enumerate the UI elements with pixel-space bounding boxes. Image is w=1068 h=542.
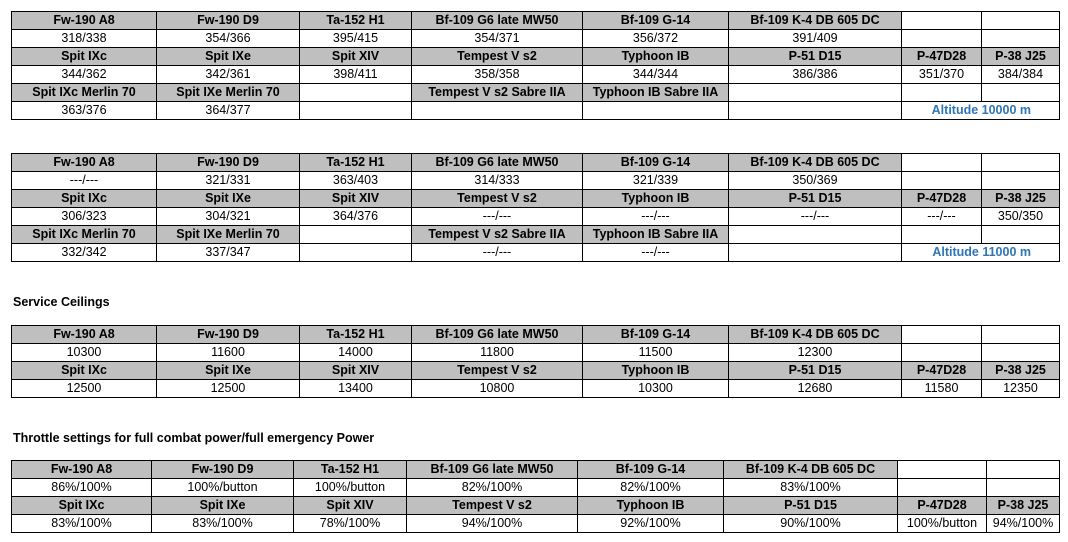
aircraft-header-row xyxy=(12,84,1060,102)
value-row xyxy=(12,102,1060,120)
value-cell: ---/--- xyxy=(412,208,583,226)
value-cell: 82%/100% xyxy=(578,479,724,497)
aircraft-name-cell: Typhoon IB Sabre IIA xyxy=(583,226,729,244)
aircraft-name-cell xyxy=(982,12,1060,30)
value-cell: 11580 xyxy=(902,380,982,398)
value-cell: 356/372 xyxy=(583,30,729,48)
aircraft-name-cell xyxy=(729,226,902,244)
aircraft-name-cell: Fw-190 D9 xyxy=(157,12,300,30)
value-cell: 306/323 xyxy=(12,208,157,226)
aircraft-name-cell: Bf-109 G-14 xyxy=(578,461,724,479)
value-cell: 395/415 xyxy=(300,30,412,48)
aircraft-name-cell: Fw-190 A8 xyxy=(12,154,157,172)
aircraft-name-cell: Fw-190 A8 xyxy=(12,326,157,344)
value-cell: 11800 xyxy=(412,344,583,362)
aircraft-name-cell xyxy=(898,461,987,479)
value-cell: 321/331 xyxy=(157,172,300,190)
value-cell xyxy=(300,244,412,262)
aircraft-name-cell: Bf-109 G-14 xyxy=(583,154,729,172)
value-cell: 12500 xyxy=(12,380,157,398)
value-cell xyxy=(902,172,982,190)
value-cell: 321/339 xyxy=(583,172,729,190)
aircraft-name-cell: Bf-109 G6 late MW50 xyxy=(407,461,578,479)
aircraft-name-cell: Ta-152 H1 xyxy=(300,12,412,30)
speed-table-11000m xyxy=(11,153,1060,262)
value-cell: 10300 xyxy=(583,380,729,398)
aircraft-name-cell: Bf-109 K-4 DB 605 DC xyxy=(729,12,902,30)
aircraft-name-cell: Spit IXc xyxy=(12,362,157,380)
value-row xyxy=(12,380,1060,398)
aircraft-name-cell: Spit IXe Merlin 70 xyxy=(157,84,300,102)
value-cell: 13400 xyxy=(300,380,412,398)
aircraft-name-cell: Typhoon IB Sabre IIA xyxy=(583,84,729,102)
aircraft-name-cell: Typhoon IB xyxy=(583,362,729,380)
aircraft-name-cell: Bf-109 G6 late MW50 xyxy=(412,12,583,30)
aircraft-name-cell: P-47D28 xyxy=(902,48,982,66)
aircraft-header-row xyxy=(12,497,1060,515)
aircraft-name-cell: Ta-152 H1 xyxy=(294,461,407,479)
value-row xyxy=(12,344,1060,362)
value-cell: 363/376 xyxy=(12,102,157,120)
value-cell: 318/338 xyxy=(12,30,157,48)
value-cell: 82%/100% xyxy=(407,479,578,497)
value-cell: ---/--- xyxy=(412,244,583,262)
altitude-label: Altitude 11000 m xyxy=(902,244,1060,262)
value-row xyxy=(12,172,1060,190)
aircraft-name-cell: Typhoon IB xyxy=(583,190,729,208)
value-cell: 92%/100% xyxy=(578,515,724,533)
value-cell: 342/361 xyxy=(157,66,300,84)
value-cell: 350/369 xyxy=(729,172,902,190)
aircraft-header-row xyxy=(12,190,1060,208)
value-cell: 11500 xyxy=(583,344,729,362)
value-cell: 344/362 xyxy=(12,66,157,84)
aircraft-name-cell: P-38 J25 xyxy=(982,48,1060,66)
value-cell: 90%/100% xyxy=(724,515,898,533)
aircraft-name-cell xyxy=(902,154,982,172)
aircraft-name-cell: Bf-109 K-4 DB 605 DC xyxy=(724,461,898,479)
aircraft-name-cell: Spit IXe Merlin 70 xyxy=(157,226,300,244)
value-cell: 94%/100% xyxy=(407,515,578,533)
value-cell: 351/370 xyxy=(902,66,982,84)
aircraft-name-cell: Spit XIV xyxy=(300,190,412,208)
value-cell: ---/--- xyxy=(729,208,902,226)
value-cell: 358/358 xyxy=(412,66,583,84)
value-cell: 350/350 xyxy=(982,208,1060,226)
value-cell: 94%/100% xyxy=(987,515,1060,533)
throttle-settings-table xyxy=(11,460,1060,533)
aircraft-name-cell: P-47D28 xyxy=(898,497,987,515)
aircraft-name-cell xyxy=(982,326,1060,344)
aircraft-name-cell: P-51 D15 xyxy=(729,362,902,380)
aircraft-name-cell: Bf-109 G6 late MW50 xyxy=(412,326,583,344)
aircraft-name-cell: Spit IXe xyxy=(157,190,300,208)
aircraft-name-cell: P-38 J25 xyxy=(982,190,1060,208)
value-cell xyxy=(583,102,729,120)
aircraft-header-row xyxy=(12,154,1060,172)
value-cell: 14000 xyxy=(300,344,412,362)
aircraft-name-cell: Spit IXc xyxy=(12,48,157,66)
aircraft-name-cell: Tempest V s2 xyxy=(407,497,578,515)
value-cell: 364/377 xyxy=(157,102,300,120)
aircraft-name-cell: Tempest V s2 xyxy=(412,362,583,380)
aircraft-name-cell: Bf-109 G6 late MW50 xyxy=(412,154,583,172)
value-cell xyxy=(982,172,1060,190)
aircraft-name-cell xyxy=(902,226,982,244)
value-row xyxy=(12,479,1060,497)
aircraft-name-cell xyxy=(300,226,412,244)
value-cell xyxy=(982,344,1060,362)
aircraft-name-cell: P-51 D15 xyxy=(729,190,902,208)
value-cell: 100%/button xyxy=(294,479,407,497)
value-cell: 384/384 xyxy=(982,66,1060,84)
value-cell xyxy=(902,344,982,362)
aircraft-name-cell: Fw-190 A8 xyxy=(12,461,152,479)
aircraft-name-cell: Spit IXe xyxy=(152,497,294,515)
value-cell: 83%/100% xyxy=(12,515,152,533)
aircraft-name-cell: Fw-190 D9 xyxy=(152,461,294,479)
aircraft-name-cell xyxy=(729,84,902,102)
aircraft-header-row xyxy=(12,48,1060,66)
aircraft-name-cell xyxy=(982,84,1060,102)
aircraft-name-cell: Fw-190 D9 xyxy=(157,326,300,344)
value-cell: 344/344 xyxy=(583,66,729,84)
value-row xyxy=(12,515,1060,533)
aircraft-name-cell xyxy=(300,84,412,102)
aircraft-header-row xyxy=(12,461,1060,479)
value-cell: 314/333 xyxy=(412,172,583,190)
value-cell: 78%/100% xyxy=(294,515,407,533)
value-cell: 12500 xyxy=(157,380,300,398)
aircraft-name-cell: P-47D28 xyxy=(902,362,982,380)
value-cell: 391/409 xyxy=(729,30,902,48)
aircraft-name-cell: Spit IXc xyxy=(12,497,152,515)
aircraft-name-cell: Typhoon IB xyxy=(578,497,724,515)
aircraft-name-cell: Fw-190 A8 xyxy=(12,12,157,30)
value-cell: 12680 xyxy=(729,380,902,398)
aircraft-name-cell: Bf-109 K-4 DB 605 DC xyxy=(729,154,902,172)
aircraft-name-cell xyxy=(982,226,1060,244)
value-cell: 364/376 xyxy=(300,208,412,226)
aircraft-name-cell xyxy=(902,84,982,102)
aircraft-name-cell xyxy=(982,154,1060,172)
aircraft-name-cell xyxy=(987,461,1060,479)
value-cell: 10300 xyxy=(12,344,157,362)
value-cell: 12350 xyxy=(982,380,1060,398)
value-row xyxy=(12,66,1060,84)
aircraft-name-cell: P-38 J25 xyxy=(987,497,1060,515)
value-row xyxy=(12,244,1060,262)
value-cell: 332/342 xyxy=(12,244,157,262)
aircraft-name-cell xyxy=(902,12,982,30)
value-row xyxy=(12,30,1060,48)
value-cell: 83%/100% xyxy=(152,515,294,533)
throttle-settings-heading: Throttle settings for full combat power/full emergency Power xyxy=(13,431,375,445)
aircraft-name-cell: Bf-109 K-4 DB 605 DC xyxy=(729,326,902,344)
value-cell: 100%/button xyxy=(152,479,294,497)
service-ceilings-table xyxy=(11,325,1060,398)
aircraft-name-cell: P-51 D15 xyxy=(729,48,902,66)
value-cell xyxy=(902,30,982,48)
aircraft-header-row xyxy=(12,12,1060,30)
aircraft-header-row xyxy=(12,362,1060,380)
aircraft-name-cell: Spit XIV xyxy=(300,48,412,66)
value-cell: ---/--- xyxy=(583,244,729,262)
aircraft-name-cell: Spit XIV xyxy=(300,362,412,380)
value-cell: 304/321 xyxy=(157,208,300,226)
value-cell xyxy=(412,102,583,120)
aircraft-name-cell: Spit IXc Merlin 70 xyxy=(12,84,157,102)
value-cell: ---/--- xyxy=(12,172,157,190)
aircraft-name-cell: Fw-190 D9 xyxy=(157,154,300,172)
aircraft-name-cell: Tempest V s2 xyxy=(412,190,583,208)
aircraft-name-cell: Tempest V s2 Sabre IIA xyxy=(412,226,583,244)
aircraft-name-cell: P-38 J25 xyxy=(982,362,1060,380)
value-cell: ---/--- xyxy=(583,208,729,226)
aircraft-name-cell: Typhoon IB xyxy=(583,48,729,66)
value-cell: 354/366 xyxy=(157,30,300,48)
value-cell: 83%/100% xyxy=(724,479,898,497)
aircraft-name-cell: Tempest V s2 xyxy=(412,48,583,66)
aircraft-name-cell xyxy=(902,326,982,344)
aircraft-name-cell: P-51 D15 xyxy=(724,497,898,515)
value-cell: 337/347 xyxy=(157,244,300,262)
value-cell: 386/386 xyxy=(729,66,902,84)
aircraft-name-cell: Bf-109 G-14 xyxy=(583,326,729,344)
value-cell: ---/--- xyxy=(902,208,982,226)
altitude-label: Altitude 10000 m xyxy=(902,102,1060,120)
value-cell: 11600 xyxy=(157,344,300,362)
aircraft-header-row xyxy=(12,226,1060,244)
value-cell xyxy=(729,102,902,120)
value-cell: 10800 xyxy=(412,380,583,398)
aircraft-header-row xyxy=(12,326,1060,344)
value-cell xyxy=(982,30,1060,48)
aircraft-name-cell: Spit IXc xyxy=(12,190,157,208)
value-cell: 398/411 xyxy=(300,66,412,84)
aircraft-name-cell: Ta-152 H1 xyxy=(300,326,412,344)
aircraft-name-cell: Spit IXe xyxy=(157,48,300,66)
value-cell xyxy=(987,479,1060,497)
speed-table-10000m xyxy=(11,11,1060,120)
aircraft-name-cell: Spit XIV xyxy=(294,497,407,515)
value-cell xyxy=(729,244,902,262)
value-cell xyxy=(898,479,987,497)
value-cell: 12300 xyxy=(729,344,902,362)
aircraft-name-cell: P-47D28 xyxy=(902,190,982,208)
aircraft-name-cell: Bf-109 G-14 xyxy=(583,12,729,30)
service-ceilings-heading: Service Ceilings xyxy=(13,295,110,309)
value-cell: 86%/100% xyxy=(12,479,152,497)
value-row xyxy=(12,208,1060,226)
aircraft-name-cell: Spit IXe xyxy=(157,362,300,380)
value-cell: 363/403 xyxy=(300,172,412,190)
value-cell: 354/371 xyxy=(412,30,583,48)
aircraft-name-cell: Spit IXc Merlin 70 xyxy=(12,226,157,244)
value-cell: 100%/button xyxy=(898,515,987,533)
aircraft-name-cell: Ta-152 H1 xyxy=(300,154,412,172)
aircraft-name-cell: Tempest V s2 Sabre IIA xyxy=(412,84,583,102)
value-cell xyxy=(300,102,412,120)
